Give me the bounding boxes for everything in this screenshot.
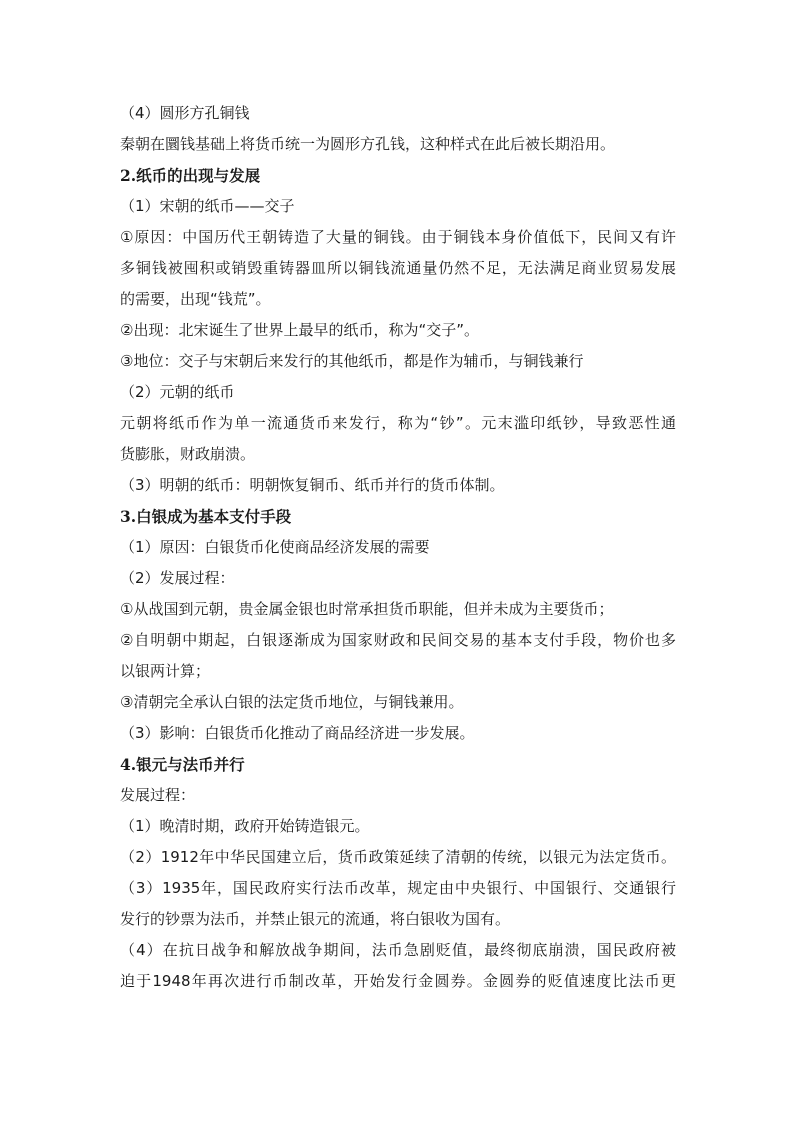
- paragraph-line: 元朝将纸币作为单一流通货币来发行，称为“钞”。元末滥印纸钞，导致恶性通: [120, 414, 676, 432]
- paragraph-line: 发行的钞票为法币，并禁止银元的流通，将白银收为国有。: [120, 910, 511, 928]
- subsection-title: （1）原因：白银货币化使商品经济发展的需要: [120, 538, 430, 556]
- section-heading: 3.白银成为基本支付手段: [120, 507, 292, 526]
- paragraph-line: ①从战国到元朝，贵金属金银也时常承担货币职能，但并未成为主要货币；: [120, 600, 614, 618]
- document-body: [120, 98, 676, 997]
- paragraph-line: ③地位：交子与宋朝后来发行的其他纸币，都是作为辅币，与铜钱兼行: [120, 352, 584, 370]
- section-heading: 4.银元与法币并行: [120, 755, 245, 774]
- subsection-title: （2）元朝的纸币: [120, 383, 235, 401]
- paragraph-line: 货膨胀，财政崩溃。: [120, 445, 256, 463]
- subsection-title: （4）圆形方孔铜钱: [120, 104, 250, 122]
- paragraph-line: 多铜钱被囤积或销毁重铸器皿所以铜钱流通量仍然不足，无法满足商业贸易发展: [120, 259, 676, 277]
- paragraph-line: 迫于1948年再次进行币制改革，开始发行金圆券。金圆券的贬值速度比法币更: [120, 972, 676, 990]
- subsection-title: （2）发展过程：: [120, 569, 235, 587]
- paragraph-line: ①原因：中国历代王朝铸造了大量的铜钱。由于铜钱本身价值低下，民间又有许: [120, 228, 676, 246]
- subsection-title: （1）宋朝的纸币——交子: [120, 197, 295, 215]
- paragraph-line: 的需要，出现“钱荒”。: [120, 290, 271, 308]
- paragraph-line: （4）在抗日战争和解放战争期间，法币急剧贬值，最终彻底崩溃，国民政府被: [120, 941, 676, 959]
- subsection-title: （3）影响：白银货币化推动了商品经济进一步发展。: [120, 724, 475, 742]
- paragraph-line: ②出现：北宋诞生了世界上最早的纸币，称为“交子”。: [120, 321, 479, 339]
- paragraph-line: 以银两计算；: [120, 662, 211, 680]
- section-heading: 2.纸币的出现与发展: [120, 166, 261, 185]
- subsection-title: （3）明朝的纸币：明朝恢复铜币、纸币并行的货币体制。: [120, 476, 505, 494]
- paragraph-line: （3）1935年，国民政府实行法币改革，规定由中央银行、中国银行、交通银行: [120, 879, 676, 897]
- paragraph-line: ②自明朝中期起，白银逐渐成为国家财政和民间交易的基本支付手段，物价也多: [120, 631, 676, 649]
- paragraph-line: （2）1912年中华民国建立后，货币政策延续了清朝的传统，以银元为法定货币。: [120, 848, 676, 866]
- paragraph-line: 发展过程：: [120, 786, 196, 804]
- paragraph-line: （1）晚清时期，政府开始铸造银元。: [120, 817, 370, 835]
- paragraph-line: 秦朝在圜钱基础上将货币统一为圆形方孔钱，这种样式在此后被长期沿用。: [120, 135, 616, 153]
- paragraph-line: ③清朝完全承认白银的法定货币地位，与铜钱兼用。: [120, 693, 464, 711]
